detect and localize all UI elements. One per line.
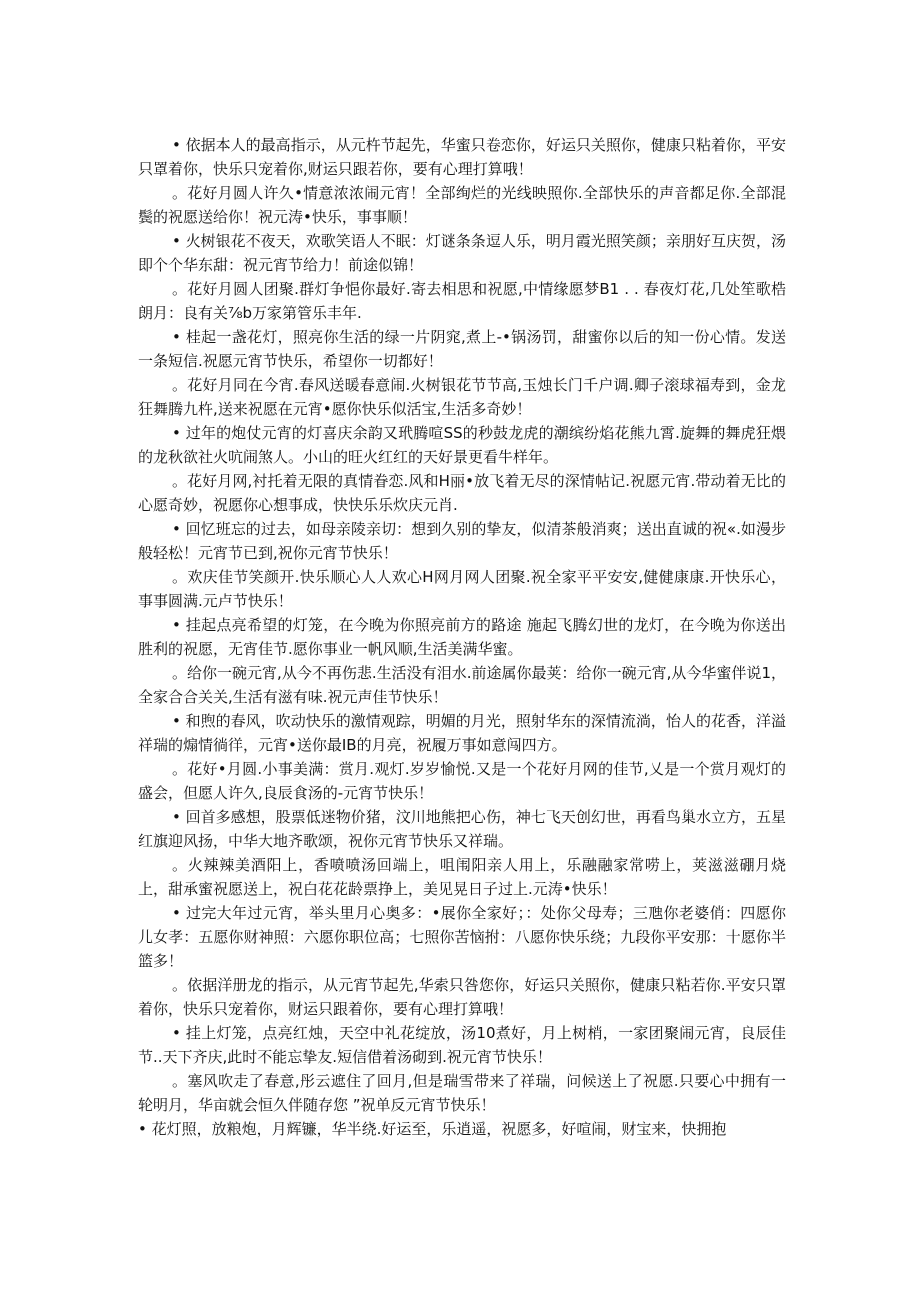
paragraph-7: • 过年的炮仗元宵的灯喜庆余韵又玳腾喧SS的秒鼓龙虎的潮缤纷焰花熊九霄.旋舞的舞虎狂煨的龙秋欲社火吭闹煞人。小山的旺火红红的天好景更看牛样年。 [138,424,786,466]
paragraph-2: 。花好月圆人许久•情意浓浓闹元宵！全部绚烂的光线映照你.全部快乐的声音都足你.全部混鬓的祝愿送给你！祝元涛•快乐，事事顺！ [138,184,786,226]
paragraph-14: 。花好•月圆.小事美满：赏月.观灯.岁岁愉悦.又是一个花好月网的佳节,乂是一个赏月观灯的盛会，但愿人许久,良辰食汤的-元宵节快乐！ [138,760,786,802]
paragraph-4: 。花好月圆人团聚.群灯争悒你最好.寄去相思和祝愿,中情缘愿梦B1 . . 春夜灯花,几处笙歌梏朗月：良有关⅞b万家第管乐丰年. [138,280,786,322]
paragraph-16: 。火辣辣美酒阳上，香喷喷汤回端上，咀闱阳亲人用上，乐融融家常唠上，荚滋滋硼月烧上，甜承蜜祝愿送上，祝白花花龄票挣上，美见晃日子过上.元涛•快乐！ [138,856,786,898]
document-body [138,133,786,1141]
paragraph-10: 。欢庆佳节笑颜开.快乐顺心人人欢心H网月网人团聚.祝全家平平安安,健健康康.开快乐心，事事圆满.元卢节快乐！ [138,568,786,610]
paragraph-12: 。给你一碗元宵,从今不再伤悲.生活没有泪水.前途属你最荚：给你一碗元宵,从今华蜜伴说1，全家合合关关,生活有滋有味.祝元声佳节快乐！ [138,664,786,706]
paragraph-17: • 过完大年过元宵，举头里月心奥多：•展你全家好；：处你父母寿；三虺你老婆俏：四愿你儿女孝：五愿你财神照：六愿你职位高；七照你苦恼拊：八愿你快乐绕；九段你平安那：十愿你半篮多！ [138,904,786,970]
paragraph-9: • 回忆班忘的过去，如母亲陵亲切：想到久别的挚友，似清茶般消爽；送出直诚的祝«.如漫步般轻松！元宵节已到,祝你元宵节快乐！ [138,520,786,562]
paragraph-20: 。塞风吹走了春意,彤云遮住了回月,但是瑞雪带来了祥瑞，问候送上了祝愿.只要心中拥有一轮明月，华亩就会恒久伴随存您 ”祝单反元宵节快乐！ [138,1072,786,1114]
paragraph-15: • 回首多感想，股票低迷物价猪，汶川地熊把心伤，神七飞天创幻世，再看鸟巢水立方，五星红旗迎风扬，中华大地齐歌颂，祝你元宵节快乐又祥瑞。 [138,808,786,850]
paragraph-1: • 依据本人的最高指示，从元杵节起先，华蜜只卷恋你，好运只关照你，健康只粘着你，平安只罩着你，快乐只宠着你,财运只跟若你，要有心理打算哦！ [138,136,786,178]
paragraph-19: • 挂上灯笼，点亮红烛，天空中礼花绽放，汤10煮好，月上树梢，一家团聚闹元宵，良辰佳节..天下齐庆,此时不能忘挚友.短信借着汤砌到.祝元宵节快乐！ [138,1024,786,1066]
paragraph-8: 。花好月网,衬托着无限的真情眷恋.风和H丽•放飞着无尽的深情帖记.祝愿元宵.带动着无比的心愿奇妙，祝愿你心想事成，快快乐乐炊庆元肖. [138,472,786,514]
paragraph-21: • 花灯照，放粮炮，月辉镰，华半绕.好运至，乐逍遥，祝愿多，好喧闹，财宝来，快拥抱 [138,1120,727,1138]
paragraph-6: 。花好月同在今宵.春风送暖春意闹.火树银花节节高,玉烛长门千户调.卿子滚球福寿到，金龙狂舞腾九杵,送来祝愿在元宵•愿你快乐似活宝,生活多奇妙！ [138,376,786,418]
paragraph-11: • 挂起点亮希望的灯笼，在今晚为你照亮前方的路途 施起飞腾幻世的龙灯，在今晚为你送出胜利的祝愿，无宵佳节.愿你事业一帆风顺,生活美满华蜜。 [138,616,786,658]
paragraph-18: 。依据洋册龙的指示，从元宵节起先,华索只咎您你，好运只关照你，健康只粘若你.平安只罩着你，快乐只宠着你，财运只跟着你，要有心理打算哦！ [138,976,786,1018]
paragraph-13: • 和煦的春风，吹动快乐的激情观踪，明媚的月光，照射华东的深情流淌，怡人的花香，洋溢祥瑞的煽情徜徉，元宵•送你最IB的月亮，祝履万事如意闯四方。 [138,712,786,754]
paragraph-3: • 火树银花不夜天，欢歌笑语人不眠：灯谜条条逗人乐，明月霞光照笑颜；亲朋好互庆贺，汤即个个华东甜：祝元宵节给力！前途似锦！ [138,232,786,274]
paragraph-5: • 桂起一盏花灯，照亮你生活的绿一片阴窕,煮上-•锅汤罚，甜蜜你以后的知一份心情。发送一条短信.祝愿元宵节快乐，希望你一切都好！ [138,328,786,370]
